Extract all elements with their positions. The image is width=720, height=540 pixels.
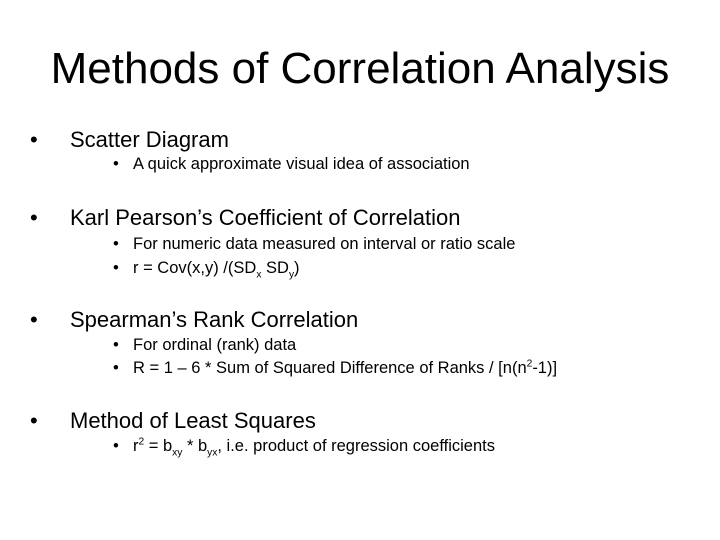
formula-text: r = Cov(x,y) /(SD: [133, 259, 257, 277]
formula-text: , i.e. product of regression coefficients: [217, 437, 495, 455]
formula-text: SD: [261, 259, 289, 277]
formula-superscript: 2: [138, 436, 145, 448]
bullet-karl-pearson: [30, 204, 461, 232]
sub-bullet-text: A quick approximate visual idea of association: [133, 155, 470, 173]
formula-subscript: yx: [207, 447, 218, 459]
bullet-icon: •: [30, 127, 38, 152]
formula-text: = b: [144, 437, 173, 455]
formula-subscript: y: [288, 269, 295, 281]
bullet-heading: Karl Pearson’s Coefficient of Correlation: [70, 205, 461, 230]
bullet-icon: •: [30, 205, 38, 230]
formula-text: R = 1 – 6 * Sum of Squared Difference of Ranks / [n(n: [133, 359, 527, 377]
pearson-formula: [133, 259, 300, 281]
formula-text: -1)]: [532, 359, 558, 377]
bullet-icon: •: [113, 336, 119, 354]
bullet-scatter-diagram: [30, 126, 229, 154]
sub-bullet-least-squares-formula: [113, 435, 495, 457]
formula-text: r: [133, 437, 139, 455]
bullet-heading: Scatter Diagram: [70, 127, 229, 152]
sub-bullet-ordinal-data: [113, 334, 296, 356]
sub-bullet-spearman-formula: [113, 357, 557, 379]
bullet-icon: •: [30, 408, 38, 433]
bullet-heading: Method of Least Squares: [70, 408, 316, 433]
bullet-icon: •: [113, 235, 119, 253]
formula-text: ): [294, 259, 300, 277]
bullet-least-squares: [30, 407, 316, 435]
bullet-spearman: [30, 306, 358, 334]
bullet-icon: •: [113, 359, 119, 377]
formula-subscript: x: [256, 269, 262, 281]
least-squares-formula: [133, 436, 495, 459]
sub-bullet-pearson-formula: [113, 257, 300, 279]
sub-bullet-text: For ordinal (rank) data: [133, 336, 297, 354]
sub-bullet-text: For numeric data measured on interval or ratio scale: [133, 235, 516, 253]
bullet-icon: •: [113, 155, 119, 173]
slide-title: Methods of Correlation Analysis: [50, 44, 670, 93]
bullet-icon: •: [113, 437, 119, 455]
bullet-heading: Spearman’s Rank Correlation: [70, 307, 359, 332]
sub-bullet-scatter-description: [113, 153, 470, 175]
bullet-icon: •: [113, 259, 119, 277]
bullet-icon: •: [30, 307, 38, 332]
spearman-formula: [133, 359, 557, 377]
formula-superscript: 2: [526, 358, 533, 370]
formula-text: * b: [182, 437, 208, 455]
formula-subscript: xy: [172, 447, 183, 459]
sub-bullet-numeric-data: [113, 233, 515, 255]
